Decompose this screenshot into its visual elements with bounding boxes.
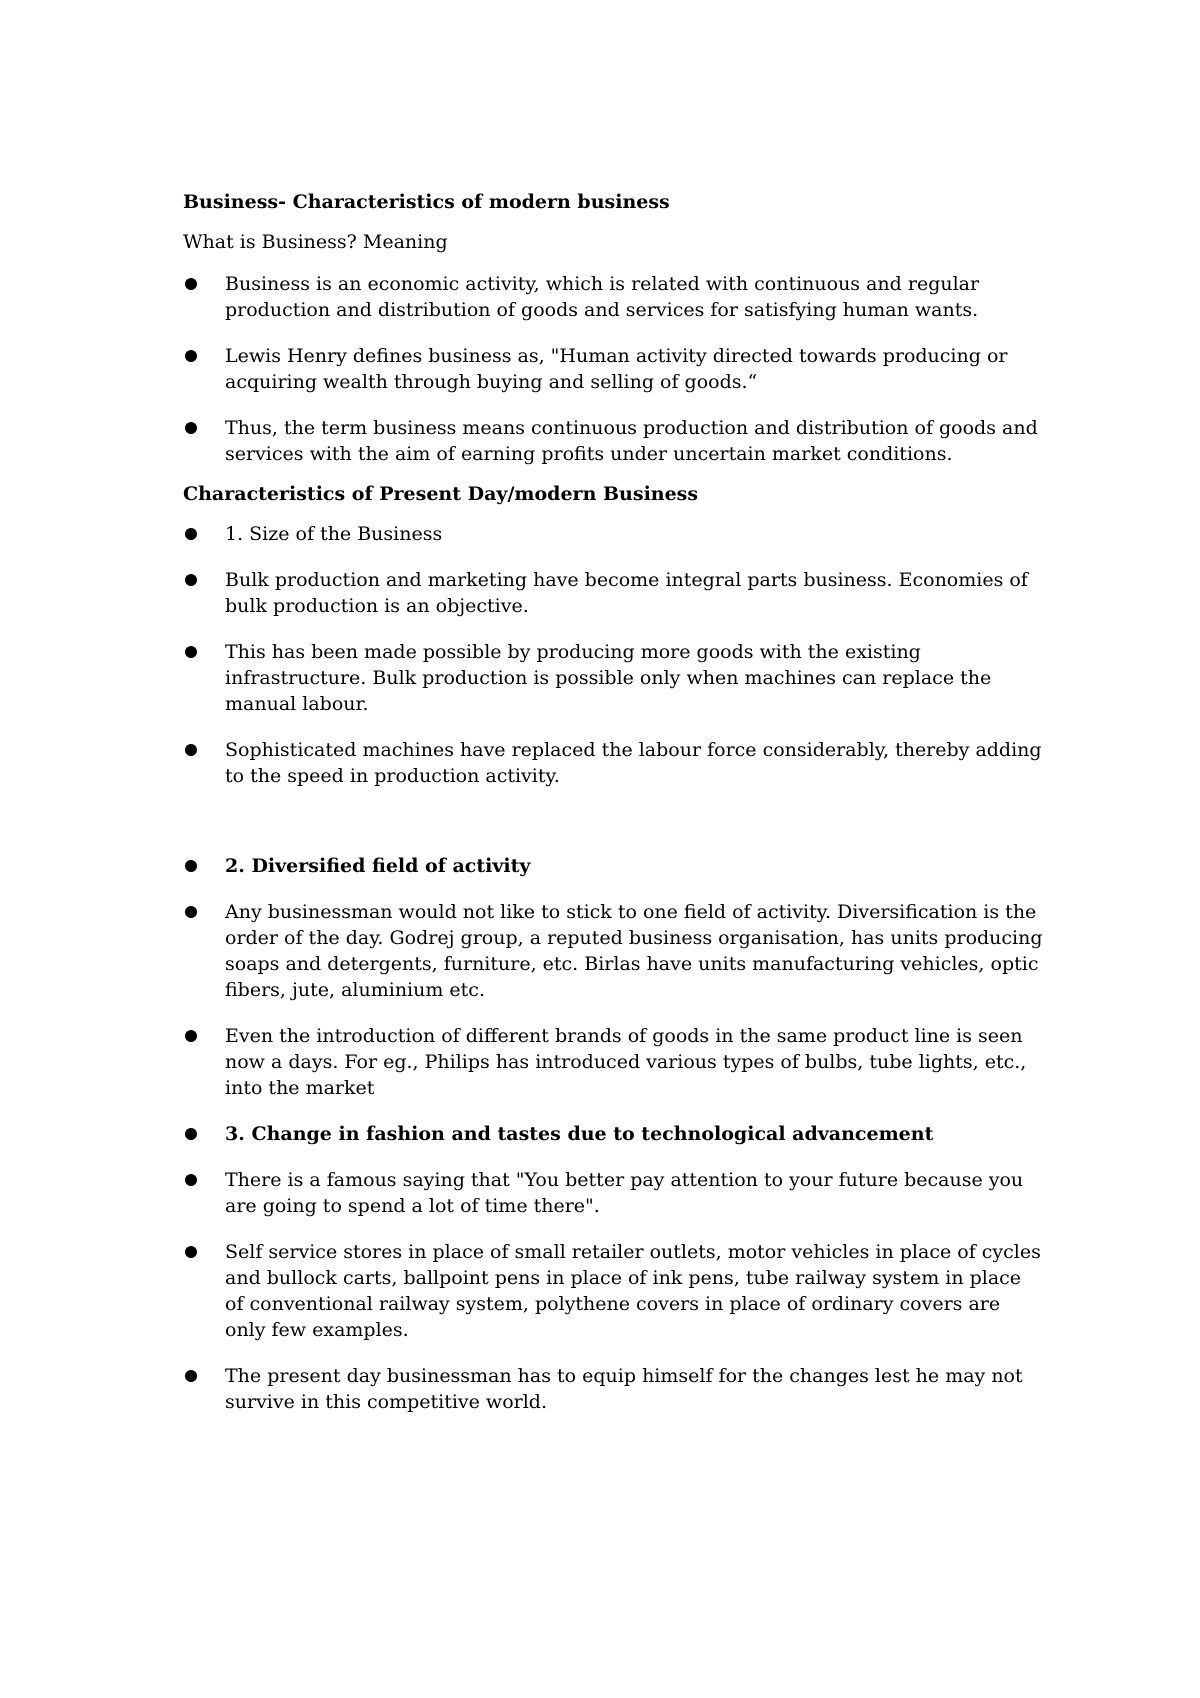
list-item [183, 639, 1043, 717]
document-title: Business- Characteristics of modern business [183, 191, 670, 213]
size-list [183, 521, 1043, 789]
list-item [183, 567, 1043, 619]
list-item-text: The present day businessman has to equip himself for the changes lest he may not survive in this competitive world. [225, 1365, 1023, 1413]
list-item-text: This has been made possible by producing more goods with the existing infrastructure. Bulk production is possible only when machines can replace the manual labour. [225, 641, 992, 715]
bullet-dot-icon [185, 422, 197, 434]
meaning-list [183, 271, 1043, 467]
bullet-dot-icon [185, 1174, 197, 1186]
list-item [183, 737, 1043, 789]
list-item [183, 1167, 1043, 1219]
list-item-text: Thus, the term business means continuous production and distribution of goods and services with the aim of earning profits under uncertain market conditions. [225, 417, 1038, 465]
list-item [183, 271, 1043, 323]
bullet-dot-icon [185, 528, 197, 540]
characteristics-heading: Characteristics of Present Day/modern Business [183, 483, 699, 505]
bullet-dot-icon [185, 278, 197, 290]
bullet-dot-icon [185, 350, 197, 362]
list-item-text: Business is an economic activity, which is related with continuous and regular production and distribution of goods and services for satisfying human wants. [225, 273, 980, 321]
bullet-dot-icon [185, 906, 197, 918]
list-item [183, 899, 1043, 1003]
bullet-dot-icon [185, 1246, 197, 1258]
spacer [183, 809, 1043, 853]
list-item [183, 521, 1043, 547]
list-item [183, 343, 1043, 395]
list-item [183, 853, 1043, 879]
bullet-dot-icon [185, 1030, 197, 1042]
list-item-text: 3. Change in fashion and tastes due to technological advancement [225, 1123, 934, 1145]
document-page [183, 189, 1043, 1435]
bullet-dot-icon [185, 1128, 197, 1140]
bullet-dot-icon [185, 646, 197, 658]
bullet-dot-icon [185, 574, 197, 586]
list-item-text: Sophisticated machines have replaced the labour force considerably, thereby adding to the speed in production activity. [225, 739, 1042, 787]
intro-label: What is Business? Meaning [183, 231, 448, 253]
list-item-text: Self service stores in place of small retailer outlets, motor vehicles in place of cycles and bullock carts, ballpoint pens in place of ink pens, tube railway system in place of conventional railway system, polythene covers in place of ordinary covers are only few examples. [225, 1241, 1041, 1341]
list-item [183, 1363, 1043, 1415]
list-item-text: Bulk production and marketing have become integral parts business. Economies of bulk production is an objective. [225, 569, 1028, 617]
list-item [183, 415, 1043, 467]
list-item [183, 1121, 1043, 1147]
list-item-text: There is a famous saying that "You better pay attention to your future because you are going to spend a lot of time there". [225, 1169, 1024, 1217]
list-item-text: Even the introduction of different brands of goods in the same product line is seen now a days. For eg., Philips has introduced various types of bulbs, tube lights, etc., into the market [225, 1025, 1027, 1099]
list-item-text: Lewis Henry defines business as, "Human activity directed towards producing or acquiring wealth through buying and selling of goods.“ [225, 345, 1008, 393]
bullet-dot-icon [185, 860, 197, 872]
list-item [183, 1023, 1043, 1101]
diversified-list [183, 853, 1043, 1415]
bullet-dot-icon [185, 1370, 197, 1382]
list-item [183, 1239, 1043, 1343]
list-item-text: 1. Size of the Business [225, 523, 443, 545]
list-item-text: 2. Diversified field of activity [225, 855, 531, 877]
list-item-text: Any businessman would not like to stick to one field of activity. Diversification is the order of the day. Godrej group, a reputed business organisation, has units producing soaps and detergents, furniture, etc. Birlas have units manufacturing vehicles, optic fibers, jute, aluminium etc. [225, 901, 1043, 1001]
bullet-dot-icon [185, 744, 197, 756]
